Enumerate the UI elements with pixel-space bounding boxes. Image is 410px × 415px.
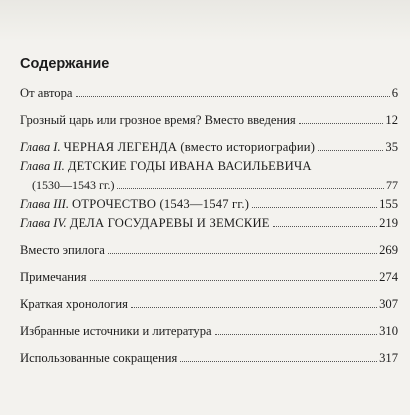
toc-entry-title: Примечания xyxy=(20,270,87,284)
leader-dots xyxy=(299,123,384,124)
chapter-number: Глава IV. xyxy=(20,216,67,230)
toc-entry-from-author xyxy=(20,86,398,101)
toc-entry-title: Избранные источники и литература xyxy=(20,324,212,338)
leader-dots xyxy=(273,226,377,227)
toc-entry-page: 269 xyxy=(379,243,398,257)
toc-entry-title: ОТРОЧЕСТВО (1543—1547 гг.) xyxy=(72,197,250,211)
table-of-contents xyxy=(20,56,398,378)
toc-entry-page: 307 xyxy=(379,297,398,311)
leader-dots xyxy=(117,188,384,189)
toc-entry-title: ЧЕРНАЯ ЛЕГЕНДА (вместо историографии) xyxy=(63,140,316,154)
toc-entry-sources xyxy=(20,324,398,339)
leader-dots xyxy=(252,207,377,208)
toc-entry-chapter-1 xyxy=(20,140,398,155)
leader-dots xyxy=(318,150,383,151)
leader-dots xyxy=(131,307,377,308)
toc-entry-subtitle: (1530—1543 гг.) xyxy=(32,178,115,192)
toc-entry-page: 274 xyxy=(379,270,398,284)
toc-entry-introduction xyxy=(20,113,398,128)
chapter-number: Глава II. xyxy=(20,159,65,173)
toc-entry-title: Вместо эпилога xyxy=(20,243,105,257)
toc-entry-chapter-2-dates xyxy=(32,178,398,193)
toc-entry-page: 12 xyxy=(385,113,398,127)
toc-entry-title: От автора xyxy=(20,86,73,100)
leader-dots xyxy=(76,96,390,97)
toc-entry-chapter-2 xyxy=(20,159,398,174)
toc-heading: Содержание xyxy=(20,56,110,72)
toc-entry-title: ДЕЛА ГОСУДАРЕВЫ И ЗЕМСКИЕ xyxy=(69,216,270,230)
toc-entry-page: 155 xyxy=(379,197,398,211)
leader-dots xyxy=(215,334,378,335)
toc-entry-page: 35 xyxy=(385,140,398,154)
leader-dots xyxy=(108,253,377,254)
toc-entry-page: 219 xyxy=(379,216,398,230)
toc-entry-abbreviations xyxy=(20,351,398,366)
chapter-number: Глава III. xyxy=(20,197,69,211)
toc-entry-page: 77 xyxy=(386,178,398,192)
toc-entry-chapter-3 xyxy=(20,197,398,212)
toc-entry-chronology xyxy=(20,297,398,312)
leader-dots xyxy=(90,280,378,281)
toc-entry-title: ДЕТСКИЕ ГОДЫ ИВАНА ВАСИЛЬЕВИЧА xyxy=(67,159,312,173)
toc-entry-title: Грозный царь или грозное время? Вместо введения xyxy=(20,113,296,127)
chapter-number: Глава I. xyxy=(20,140,61,154)
toc-entry-title: Использованные сокращения xyxy=(20,351,178,365)
toc-entry-notes xyxy=(20,270,398,285)
toc-entry-title: Краткая хронология xyxy=(20,297,128,311)
toc-entry-page: 310 xyxy=(379,324,398,338)
toc-entry-page: 6 xyxy=(391,86,398,100)
toc-entry-chapter-4 xyxy=(20,216,398,231)
leader-dots xyxy=(180,361,377,362)
toc-entry-epilogue xyxy=(20,243,398,258)
previous-page-bleed xyxy=(0,0,410,42)
toc-entry-page: 317 xyxy=(379,351,398,365)
